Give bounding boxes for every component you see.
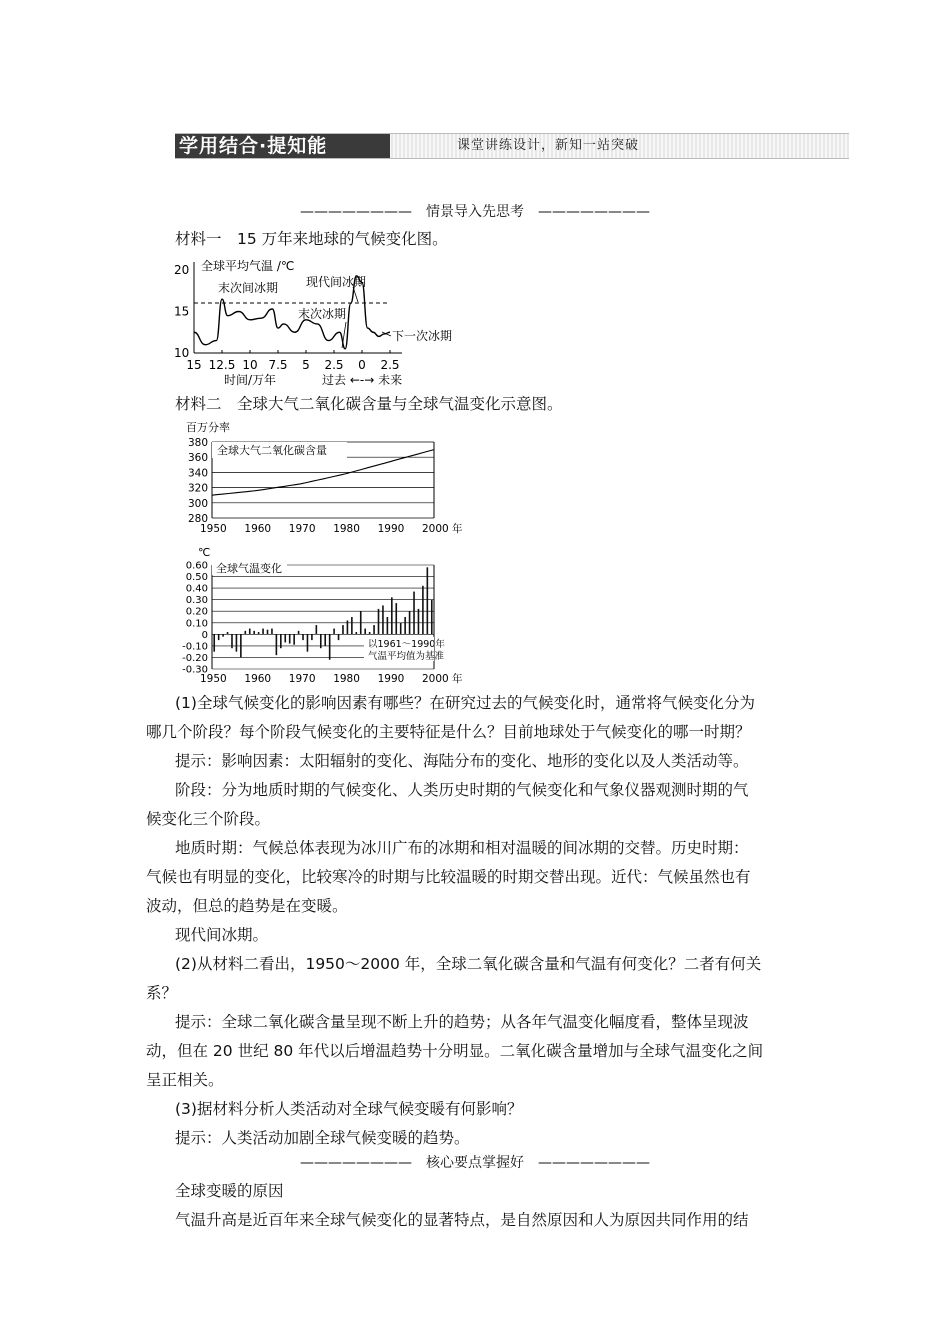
temp-bar <box>342 625 344 634</box>
temp-bar <box>373 625 375 634</box>
paragraph-q2-line2: 系？ <box>146 984 178 1002</box>
temp-bar <box>245 631 247 634</box>
temp-bar <box>302 634 304 640</box>
temp-bar <box>422 586 424 635</box>
paragraph-q3: (3)据材料分析人类活动对全球气候变暖有何影响？ <box>175 1100 523 1118</box>
temp-bar <box>267 630 269 635</box>
temp-bar <box>222 634 224 636</box>
paragraph-geo-line3: 波动，但总的趋势是在变暖。 <box>146 897 348 915</box>
temp-ytick: 0.30 <box>185 595 208 607</box>
temp-bar <box>418 609 420 634</box>
temp-bar <box>271 629 273 635</box>
temp-ytick: -0.10 <box>182 641 208 653</box>
global-temperature-chart <box>172 545 472 685</box>
co2-ytick: 320 <box>187 482 208 495</box>
temp-ytick: 0.60 <box>185 560 208 572</box>
temp-bar <box>236 634 238 651</box>
co2-xtick: 1970 <box>288 523 316 535</box>
temp-ytick: -0.30 <box>182 664 208 676</box>
temp-bar <box>413 592 415 635</box>
temp-note-1: 以1961～1990年 <box>368 639 445 650</box>
temp-bar <box>351 617 353 634</box>
chart1-xtick: 10 <box>242 358 258 372</box>
paragraph-hint3: 提示：人类活动加剧全球气候变暖的趋势。 <box>175 1129 470 1147</box>
temp-xtick: 2000 年 <box>422 673 463 685</box>
section-divider-1: ———————— 情景导入先思考 ———————— <box>300 204 650 220</box>
temp-ytick: 0.10 <box>185 618 208 630</box>
temp-bar <box>378 609 380 634</box>
chart1-xtick: 15 <box>186 358 202 372</box>
temp-bar <box>387 617 389 634</box>
temp-bar <box>262 629 264 635</box>
temp-ytick: 0.50 <box>185 572 208 584</box>
temp-xtick: 1980 <box>333 673 360 685</box>
section-banner <box>175 133 849 159</box>
temp-bar <box>382 605 384 634</box>
co2-chart <box>172 421 472 539</box>
temp-bar <box>280 634 282 648</box>
temp-bar <box>293 634 295 644</box>
chart1-xlabel: 时间/万年 <box>224 373 277 387</box>
temp-bar <box>284 634 286 642</box>
paragraph-stages-line2: 候变化三个阶段。 <box>146 810 271 828</box>
chart1-xtick: 2.5 <box>380 358 400 372</box>
temp-bar <box>400 623 402 635</box>
temp-bar <box>338 634 340 640</box>
temp-xtick: 1950 <box>200 673 227 685</box>
temp-bar <box>249 629 251 635</box>
annotation-last-interglacial: 末次间冰期 <box>218 281 279 295</box>
temp-bar <box>316 625 318 634</box>
temp-bar <box>213 634 215 651</box>
paragraph-q2-line1: (2)从材料二看出，1950～2000 年，全球二氧化碳含量和气温有何变化？二者有何关 <box>175 955 762 973</box>
co2-ytick: 280 <box>187 513 208 525</box>
section2-heading: 全球变暖的原因 <box>175 1182 284 1200</box>
temp-ytick: -0.20 <box>182 652 208 664</box>
co2-ytick: 340 <box>187 467 208 480</box>
banner-title: 学用结合·提知能 <box>175 134 390 158</box>
chart1-direction: 过去 ←-→ 未来 <box>322 373 403 387</box>
temp-bar <box>356 632 358 634</box>
temp-bar <box>218 634 220 640</box>
arrow-modern <box>353 287 358 302</box>
annotation-last-glacial: 末次冰期 <box>298 307 347 321</box>
temp-bar <box>227 632 229 634</box>
temp-ytick: 0.40 <box>185 583 208 595</box>
temp-unit: ℃ <box>198 546 211 559</box>
temp-bar <box>369 632 371 634</box>
material2-caption: 材料二 全球大气二氧化碳含量与全球气温变化示意图。 <box>175 395 563 413</box>
chart1-ylabel: 全球平均气温 /℃ <box>201 259 295 273</box>
paragraph-hint2-line2: 动，但在 20 世纪 80 年代以后增温趋势十分明显。二氧化碳含量增加与全球气温变化之间 <box>146 1042 764 1060</box>
paragraph-hint2-line1: 提示：全球二氧化碳含量呈现不断上升的趋势；从各年气温变化幅度看，整体呈现波 <box>175 1013 749 1031</box>
chart1-xtick: 12.5 <box>208 358 236 372</box>
temp-title: 全球气温变化 <box>216 562 282 575</box>
temp-bar <box>258 632 260 634</box>
temp-bar <box>289 634 291 643</box>
temp-note-2: 气温平均值为基准 <box>368 651 445 662</box>
paragraph-geo-line2: 气候也有明显的变化，比较寒冷的时期与比较温暖的时期交替出现。近代：气候虽然也有 <box>146 868 751 886</box>
chart1-xtick: 2.5 <box>324 358 344 372</box>
temp-ytick: 0.20 <box>185 606 208 618</box>
chart1-xtick: 5 <box>302 358 310 372</box>
chart1-xtick: 0 <box>358 358 366 372</box>
temp-xtick: 1990 <box>377 673 405 685</box>
temp-bar <box>347 620 349 634</box>
temp-bar <box>395 603 397 634</box>
chart1-ytick: 10 <box>174 346 190 360</box>
co2-xtick: 1980 <box>333 523 360 535</box>
temp-bar <box>391 597 393 634</box>
temp-bar <box>324 634 326 646</box>
annotation-modern-interglacial: 现代间冰期 <box>306 275 367 289</box>
paragraph-stages-line1: 阶段：分为地质时期的气候变化、人类历史时期的气候变化和气象仪器观测时期的气 <box>175 781 749 799</box>
paragraph-q1-line1: (1)全球气候变化的影响因素有哪些？在研究过去的气候变化时，通常将气候变化分为 <box>175 694 755 712</box>
temp-bar <box>404 617 406 634</box>
temp-ytick: 0 <box>201 629 208 641</box>
section2-text: 气温升高是近百年来全球气候变化的显著特点，是自然原因和人为原因共同作用的结 <box>175 1211 749 1229</box>
temp-xtick: 1960 <box>244 673 272 685</box>
temp-bar <box>276 634 278 655</box>
temp-bar <box>320 634 322 648</box>
paragraph-hint1: 提示：影响因素：太阳辐射的变化、海陆分布的变化、地形的变化以及人类活动等。 <box>175 752 749 770</box>
co2-xtick: 1990 <box>377 523 405 535</box>
chart1-ytick: 15 <box>174 304 190 319</box>
section1-title: 情景导入先思考 <box>426 204 524 220</box>
material1-caption: 材料一 15 万年来地球的气候变化图。 <box>175 230 448 248</box>
banner-subtitle: 课堂讲练设计，新知一站突破 <box>457 138 640 153</box>
temp-bar <box>253 631 255 634</box>
co2-ytick: 360 <box>187 452 208 465</box>
temp-bar <box>329 634 331 659</box>
co2-ytick: 380 <box>187 437 208 449</box>
co2-xtick: 2000 年 <box>422 523 463 535</box>
temp-bar <box>240 634 242 657</box>
temp-xtick: 1970 <box>288 673 316 685</box>
section2-title: 核心要点掌握好 <box>426 1155 524 1171</box>
temp-bar <box>333 629 335 635</box>
co2-ytick: 300 <box>187 497 208 510</box>
temp-bar <box>431 600 433 635</box>
chart1-xtick: 7.5 <box>268 358 288 372</box>
temp-bar <box>231 634 233 648</box>
chart1-ytick: 20 <box>174 263 190 277</box>
co2-title: 全球大气二氧化碳含量 <box>217 444 327 457</box>
arrow-glacial <box>342 322 346 348</box>
co2-unit: 百万分率 <box>186 421 230 434</box>
temp-bar <box>360 611 362 634</box>
paragraph-modern: 现代间冰期。 <box>175 926 269 944</box>
annotation-next-glacial: 下一次冰期 <box>392 329 453 343</box>
co2-xtick: 1950 <box>200 523 227 535</box>
paragraph-geo-line1: 地质时期：气候总体表现为冰川广布的冰期和相对温暖的间冰期的交替。历史时期： <box>175 839 749 857</box>
paragraph-q1-line2: 哪几个阶段？每个阶段气候变化的主要特征是什么？目前地球处于气候变化的哪一时期？ <box>146 723 751 741</box>
temp-bar <box>311 634 313 640</box>
temp-bar <box>364 629 366 635</box>
paragraph-hint2-line3: 呈正相关。 <box>146 1071 224 1089</box>
co2-xtick: 1960 <box>244 523 272 535</box>
section-divider-2: ———————— 核心要点掌握好 ———————— <box>300 1155 650 1171</box>
temp-bar <box>409 611 411 634</box>
temp-bar <box>307 634 309 651</box>
temp-bar <box>298 631 300 634</box>
temp-bar <box>427 567 429 634</box>
climate-chart-150k-years <box>170 252 470 390</box>
